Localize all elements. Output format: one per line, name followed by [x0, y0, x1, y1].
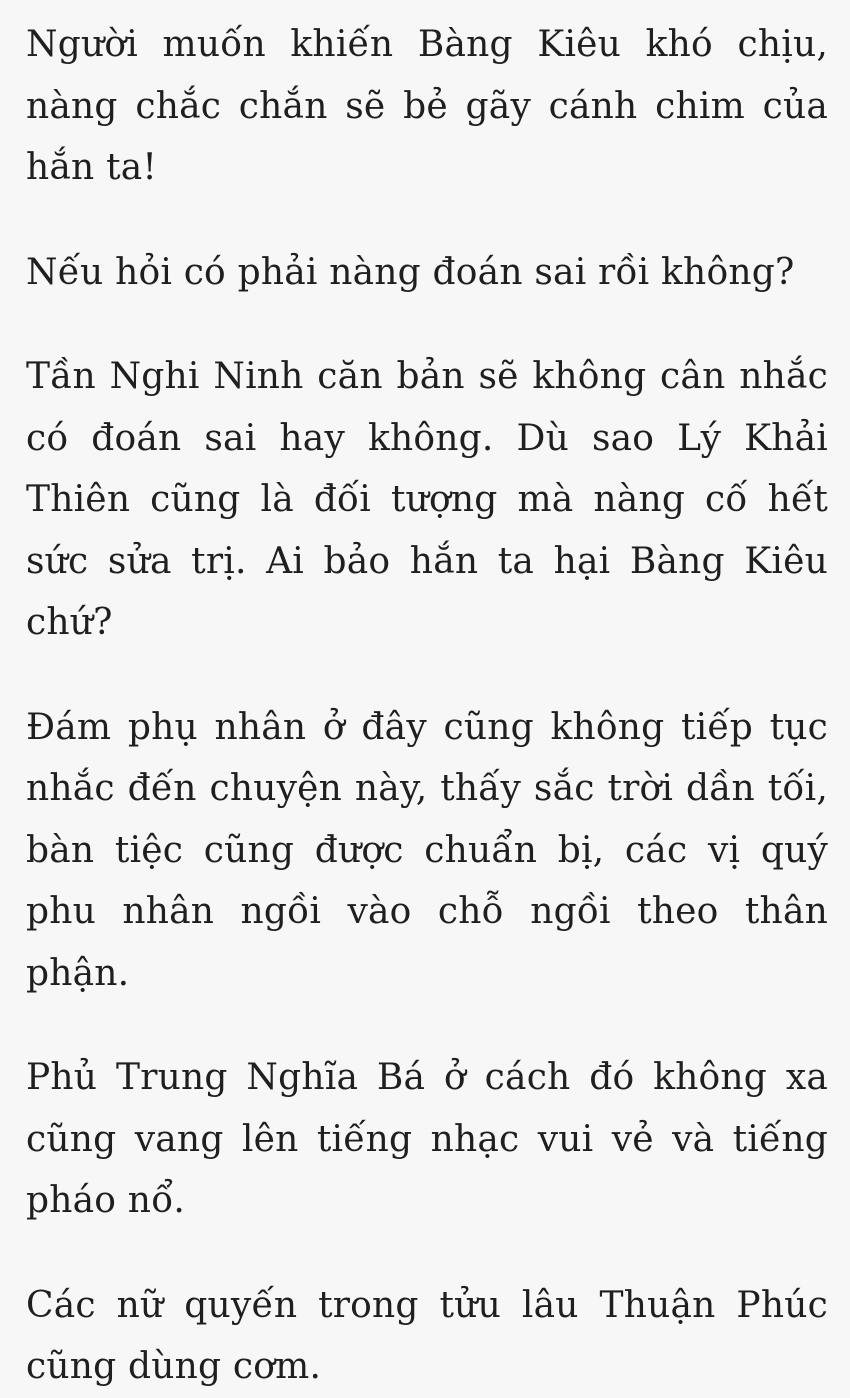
paragraph: Đám phụ nhân ở đây cũng không tiếp tục nhắc đến chuyện này, thấy sắc trời dần tối, bàn tiệc cũng được chuẩn bị, các vị quý phu nhân ngồi vào chỗ ngồi theo thân phận. [26, 706, 828, 994]
paragraph: Tần Nghi Ninh căn bản sẽ không cân nhắc có đoán sai hay không. Dù sao Lý Khải Thiên cũng là đối tượng mà nàng cố hết sức sửa trị. Ai bảo hắn ta hại Bàng Kiêu chứ? [26, 356, 828, 643]
paragraph: Các nữ quyến trong tửu lâu Thuận Phúc cũng dùng cơm. [26, 1284, 828, 1387]
paragraph: Người muốn khiến Bàng Kiêu khó chịu, nàng chắc chắn sẽ bẻ gãy cánh chim của hắn ta! [26, 24, 828, 188]
paragraph: Phủ Trung Nghĩa Bá ở cách đó không xa cũng vang lên tiếng nhạc vui vẻ và tiếng pháo nổ. [26, 1057, 828, 1221]
reader-content [26, 14, 828, 1398]
paragraph: Nếu hỏi có phải nàng đoán sai rồi không? [26, 251, 795, 293]
